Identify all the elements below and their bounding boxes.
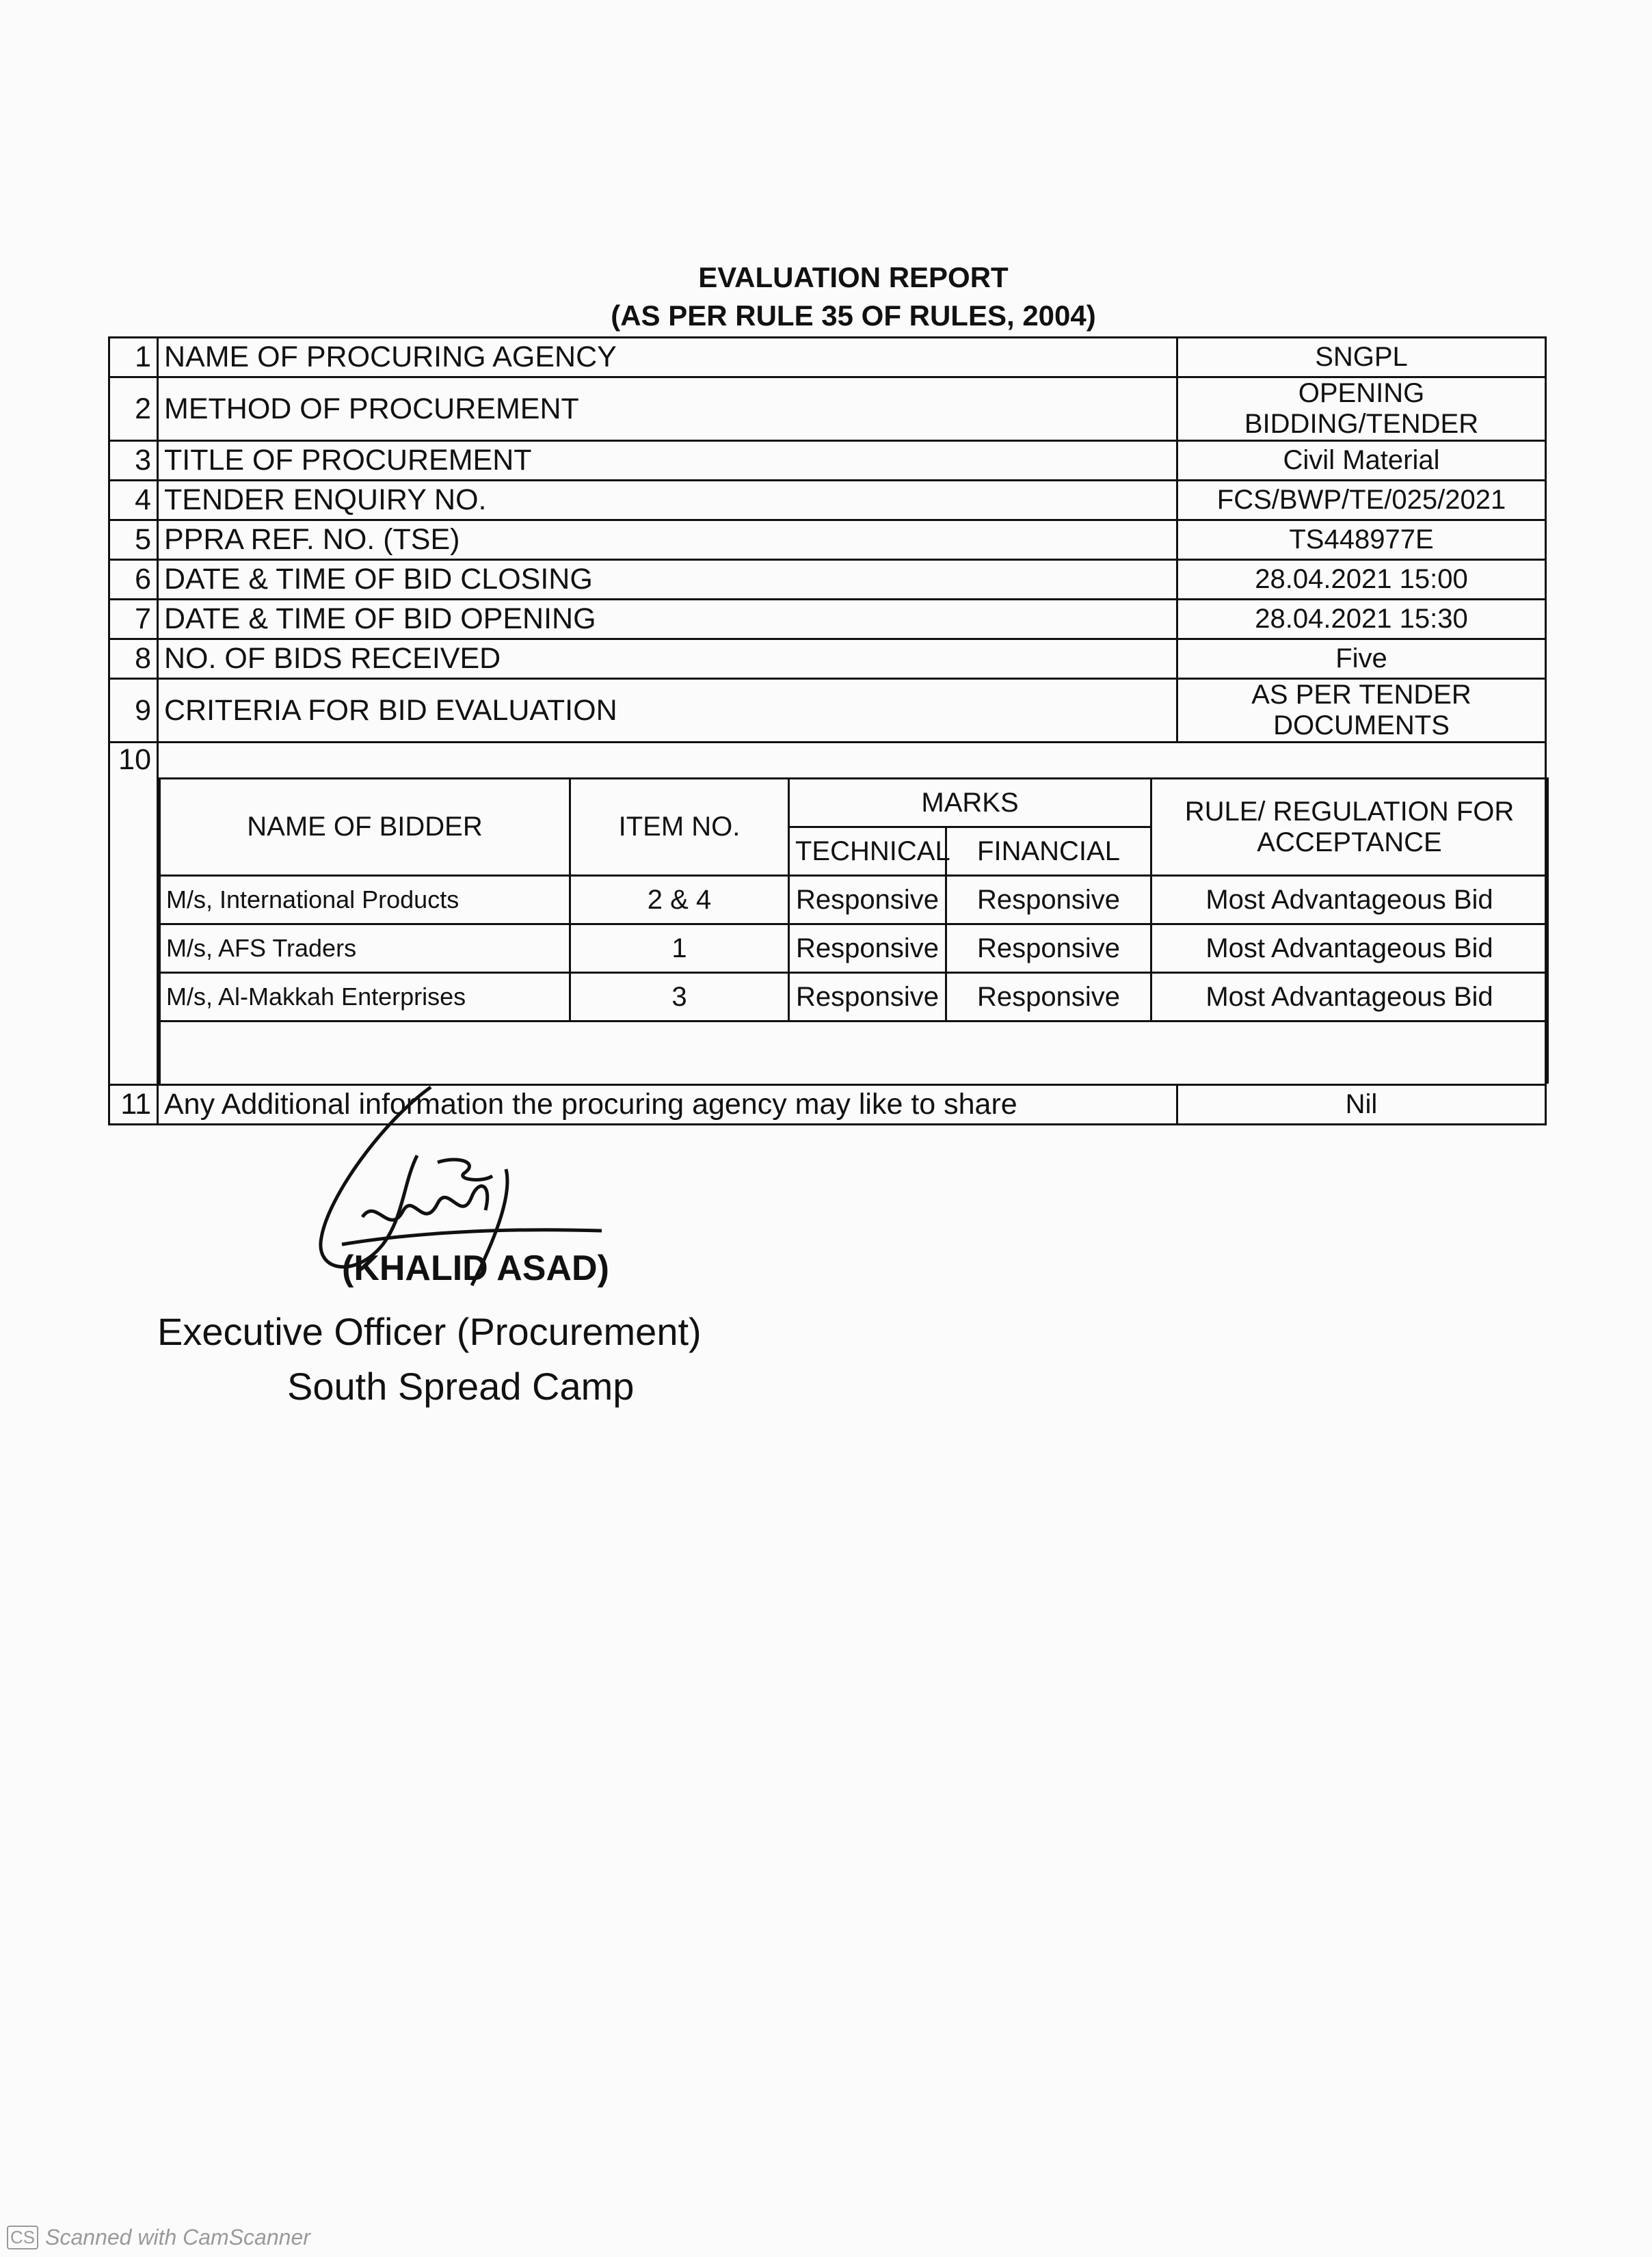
table-row <box>109 441 1546 481</box>
row-value: FCS/BWP/TE/025/2021 <box>1177 481 1546 520</box>
section-10-row <box>109 743 1546 1085</box>
row-number: 7 <box>109 600 158 639</box>
table-row <box>109 600 1546 639</box>
bidders-section <box>158 743 1546 1085</box>
report-header <box>0 258 1652 335</box>
header-rule: RULE/ REGULATION FOR ACCEPTANCE <box>1151 779 1548 876</box>
bidder-financial: Responsive <box>946 876 1151 924</box>
row-value: 28.04.2021 15:00 <box>1177 560 1546 600</box>
report-title: EVALUATION REPORT <box>698 261 1009 293</box>
bidder-item: 2 & 4 <box>570 876 789 924</box>
row-number: 1 <box>109 338 158 377</box>
row-number: 8 <box>109 639 158 679</box>
table-row <box>109 679 1546 743</box>
row-number: 4 <box>109 481 158 520</box>
row-label: TITLE OF PROCUREMENT <box>158 441 1177 481</box>
header-item: ITEM NO. <box>570 779 789 876</box>
table-row <box>160 924 1548 973</box>
bidder-technical: Responsive <box>789 973 946 1021</box>
row-label: DATE & TIME OF BID CLOSING <box>158 560 1177 600</box>
row-label: PPRA REF. NO. (TSE) <box>158 520 1177 560</box>
table-row <box>109 338 1546 377</box>
row-label: METHOD OF PROCUREMENT <box>158 377 1177 441</box>
bidder-name: M/s, Al-Makkah Enterprises <box>160 973 570 1021</box>
row-number: 5 <box>109 520 158 560</box>
row-value: TS448977E <box>1177 520 1546 560</box>
row-value: Five <box>1177 639 1546 679</box>
bidder-name: M/s, International Products <box>160 876 570 924</box>
bidder-technical: Responsive <box>789 876 946 924</box>
header-technical: TECHNICAL <box>789 827 946 876</box>
scanner-watermark <box>7 2225 310 2250</box>
bidder-rule: Most Advantageous Bid <box>1151 876 1548 924</box>
bidder-name: M/s, AFS Traders <box>160 924 570 973</box>
bidder-item: 1 <box>570 924 789 973</box>
header-bidder: NAME OF BIDDER <box>160 779 570 876</box>
row-value: OPENING BIDDING/TENDER <box>1177 377 1546 441</box>
report-subtitle: (AS PER RULE 35 OF RULES, 2004) <box>611 299 1096 332</box>
table-row <box>160 973 1548 1021</box>
bidders-header-row <box>160 779 1548 827</box>
table-row <box>109 639 1546 679</box>
row-value: 28.04.2021 15:30 <box>1177 600 1546 639</box>
watermark-text: Scanned with CamScanner <box>45 2225 310 2249</box>
signatory-name: (KHALID ASAD) <box>342 1248 609 1288</box>
row-number: 2 <box>109 377 158 441</box>
row-label: DATE & TIME OF BID OPENING <box>158 600 1177 639</box>
table-row <box>160 876 1548 924</box>
table-row <box>109 520 1546 560</box>
signatory-title: Executive Officer (Procurement) <box>157 1310 702 1353</box>
row-number: 9 <box>109 679 158 743</box>
bidder-financial: Responsive <box>946 924 1151 973</box>
blank-cell <box>160 1021 1548 1084</box>
row-label: NO. OF BIDS RECEIVED <box>158 639 1177 679</box>
row-number: 11 <box>109 1085 158 1125</box>
bidder-financial: Responsive <box>946 973 1151 1021</box>
row-number: 10 <box>109 743 158 1085</box>
row-label: CRITERIA FOR BID EVALUATION <box>158 679 1177 743</box>
header-marks: MARKS <box>789 779 1151 827</box>
row-value: SNGPL <box>1177 338 1546 377</box>
bidder-rule: Most Advantageous Bid <box>1151 924 1548 973</box>
row-value: Civil Material <box>1177 441 1546 481</box>
row-label: NAME OF PROCURING AGENCY <box>158 338 1177 377</box>
evaluation-table <box>108 336 1547 1125</box>
row-label: Any Additional information the procuring agency may like to share <box>158 1085 1177 1125</box>
bidder-item: 3 <box>570 973 789 1021</box>
table-row <box>109 377 1546 441</box>
camscanner-logo-icon: CS <box>7 2226 38 2249</box>
bidder-technical: Responsive <box>789 924 946 973</box>
header-financial: FINANCIAL <box>946 827 1151 876</box>
row-value: Nil <box>1177 1085 1546 1125</box>
table-row <box>109 560 1546 600</box>
bidders-table <box>159 777 1549 1084</box>
row-value: AS PER TENDER DOCUMENTS <box>1177 679 1546 743</box>
row-number: 3 <box>109 441 158 481</box>
row-label: TENDER ENQUIRY NO. <box>158 481 1177 520</box>
bidder-rule: Most Advantageous Bid <box>1151 973 1548 1021</box>
row-number: 6 <box>109 560 158 600</box>
signatory-place: South Spread Camp <box>287 1365 635 1408</box>
table-row <box>109 481 1546 520</box>
blank-row <box>160 1021 1548 1084</box>
